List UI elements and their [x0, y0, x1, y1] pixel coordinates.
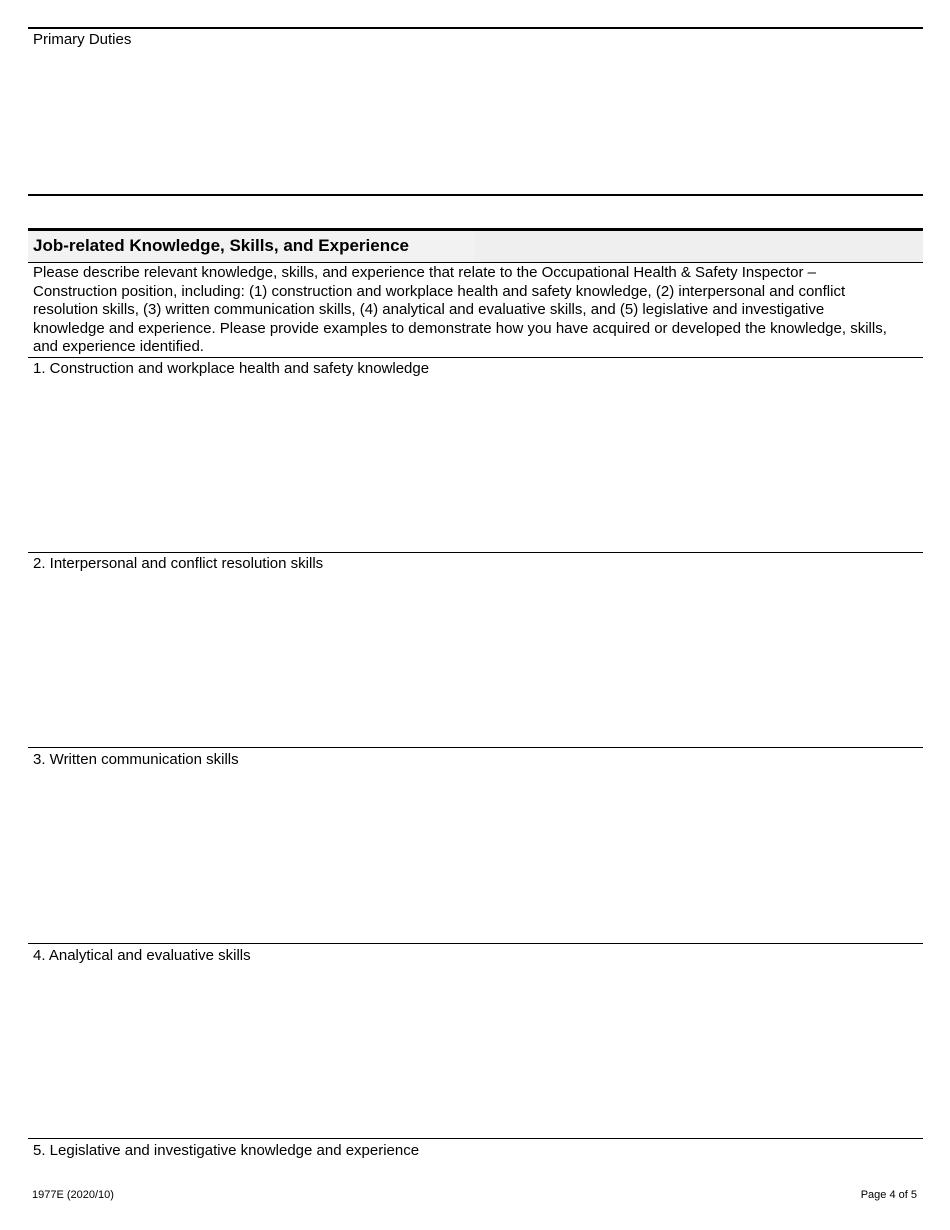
- section-title: Job-related Knowledge, Skills, and Experience: [33, 236, 410, 255]
- form-id: 1977E (2020/10): [32, 1189, 114, 1201]
- section-instructions: Please describe relevant knowledge, skills, and experience that relate to the Occupational Health & Safety Inspector – Construction position, including: (1) construction and workplace health and safety knowledge, (2) interpersonal and conflict resolution skills, (3) written communication skills, (4) analytical and evaluative skills, and (5) legislative and investigative knowledge and experience. Please provide examples to demonstrate how you have acquired or developed the knowledge, skills, and experience identified.: [33, 264, 887, 356]
- instructions-bottom-rule: [28, 357, 923, 358]
- question-3-field[interactable]: [28, 771, 923, 942]
- top-rule: [28, 27, 923, 29]
- page-number: Page 4 of 5: [860, 1189, 917, 1201]
- question-divider: [28, 1138, 923, 1139]
- question-1-label: 1. Construction and workplace health and safety knowledge: [33, 360, 430, 377]
- question-2-label: 2. Interpersonal and conflict resolution skills: [33, 555, 324, 572]
- section-header: [28, 231, 923, 262]
- question-5-label: 5. Legislative and investigative knowledge and experience: [33, 1142, 420, 1159]
- question-divider: [28, 552, 923, 553]
- question-5-field[interactable]: [28, 1162, 923, 1184]
- question-1-field[interactable]: [28, 380, 923, 551]
- primary-duties-field[interactable]: [28, 50, 923, 194]
- question-2-field[interactable]: [28, 575, 923, 746]
- primary-duties-label: Primary Duties: [33, 31, 132, 48]
- question-divider: [28, 747, 923, 748]
- section-header-bottom-rule: [28, 262, 923, 263]
- primary-duties-bottom-rule: [28, 194, 923, 196]
- question-divider: [28, 943, 923, 944]
- question-4-label: 4. Analytical and evaluative skills: [33, 947, 251, 964]
- question-3-label: 3. Written communication skills: [33, 751, 239, 768]
- question-4-field[interactable]: [28, 967, 923, 1137]
